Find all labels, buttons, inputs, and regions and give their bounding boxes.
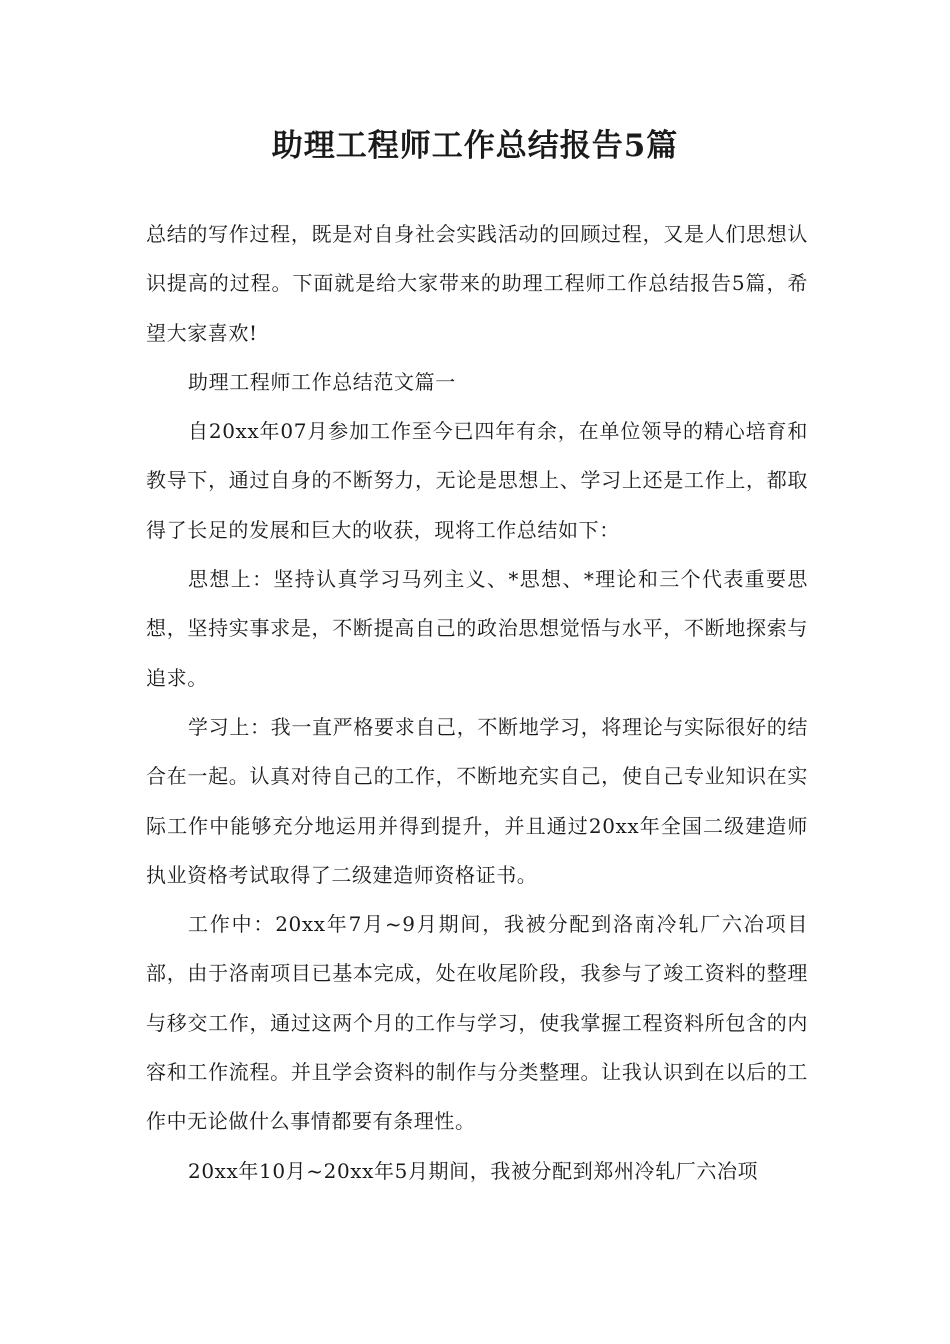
body-paragraph: 思想上：坚持认真学习马列主义、*思想、*理论和三个代表重要思想，坚持实事求是，不断提高自己的政治思想觉悟与水平，不断地探索与追求。 [146,567,808,690]
body-paragraph: 学习上：我一直严格要求自己，不断地学习，将理论与实际很好的结合在一起。认真对待自己的工作，不断地充实自己，使自己专业知识在实际工作中能够充分地运用并得到提升，并且通过20xx年全国二级建造师执业资格考试取得了二级建造师资格证书。 [146,714,808,887]
document-title: 助理工程师工作总结报告5篇 [271,127,679,164]
document-body [146,210,808,1196]
intro-paragraph: 总结的写作过程，既是对自身社会实践活动的回顾过程，又是人们思想认识提高的过程。下面就是给大家带来的助理工程师工作总结报告5篇，希望大家喜欢! [146,222,808,345]
body-paragraph: 20xx年10月~20xx年5月期间，我被分配到郑州冷轧厂六冶项 [188,1158,759,1183]
section-heading: 助理工程师工作总结范文篇一 [188,369,456,394]
body-paragraph: 工作中：20xx年7月~9月期间，我被分配到洛南冷轧厂六冶项目部，由于洛南项目已基本完成，处在收尾阶段，我参与了竣工资料的整理与移交工作，通过这两个月的工作与学习，使我掌握工程资料所包含的内容和工作流程。并且学会资料的制作与分类整理。让我认识到在以后的工作中无论做什么事情都要有条理性。 [146,912,808,1134]
body-paragraph: 自20xx年07月参加工作至今已四年有余，在单位领导的精心培育和教导下，通过自身的不断努力，无论是思想上、学习上还是工作上，都取得了长足的发展和巨大的收获，现将工作总结如下： [146,419,808,542]
